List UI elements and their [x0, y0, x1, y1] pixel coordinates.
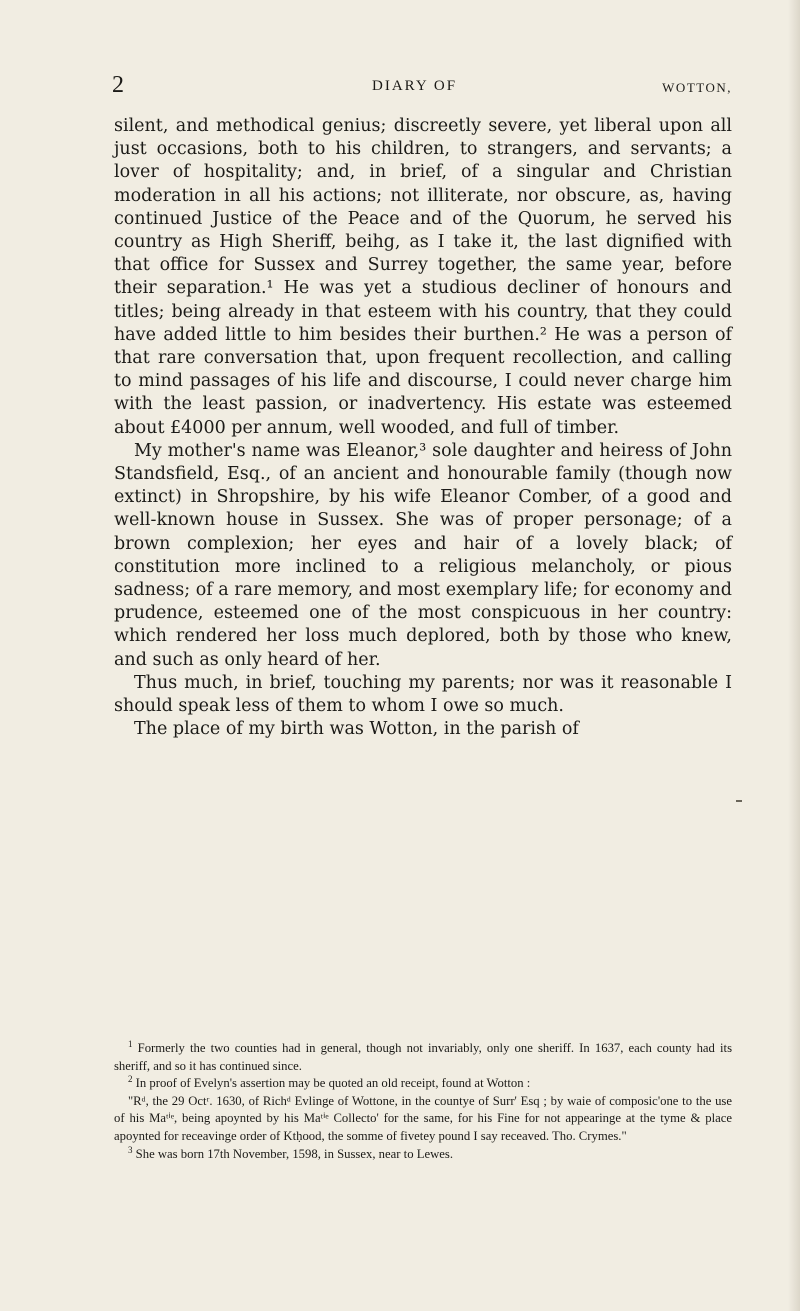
footnote-marker: 3: [128, 1144, 133, 1155]
running-title: DIARY OF: [372, 78, 458, 94]
page-edge-shadow: [788, 0, 800, 1311]
paragraph: My mother's name was Eleanor,³ sole daughter and heiress of John Standsfield, Esq., of an ancient and honourable family (though now extinct) in Shropshire, by his wife Eleanor Comber, of a good and well-known house in Sussex. She was of proper personage; of a brown complexion; her eyes and hair of a lovely black; of constitution more inclined to a religious melancholy, or pious sadness; of a rare memory, and most exemplary life; for economy and prudence, esteemed one of the most conspicuous in her country: which rendered her loss much deplored, both by those who knew, and such as only heard of her.: [114, 440, 732, 670]
page-number: 2: [112, 72, 124, 98]
footnote-marker: 2: [128, 1073, 133, 1084]
footnote-quotation: [114, 1093, 732, 1146]
running-title-right: WOTTON,: [662, 80, 732, 95]
paragraph: The place of my birth was Wotton, in the parish of: [134, 719, 579, 740]
footnote-marker: 1: [128, 1038, 133, 1049]
paragraph: silent, and methodical genius; discreetly severe, yet liberal upon all just occasions, both to his children, to strangers, and servants; a lover of hospitality; and, in brief, of a singular and Christian moderation in all his actions; not illiterate, nor obscure, as, having continued Justice of the Peace and of the Quorum, he served his country as High Sheriff, beihg, as I take it, the last dignified with that office for Sussex and Surrey together, the same year, before their separation.¹ He was yet a studious decliner of honours and titles; being already in that esteem with his country, that they could have added little to him besides their burthen.² He was a person of that rare conversation that, upon frequent recollection, and calling to mind passages of his life and discourse, I could never charge him with the least passion, or inadvertency. His estate was esteemed about £4000 per annum, well wooded, and full of timber.: [114, 116, 732, 438]
footnotes: [114, 1040, 732, 1163]
footnote: [114, 1040, 732, 1075]
page-header: [112, 72, 732, 102]
footnote-text: She was born 17th November, 1598, in Sussex, near to Lewes.: [135, 1146, 454, 1161]
margin-mark: [736, 800, 742, 802]
footnote-text: Formerly the two counties had in general, though not invariably, only one sheriff. In 1637, each county had its sheriff, and so it has continued since.: [114, 1041, 733, 1073]
footnote-text: "Rᵈ, the 29 Octʳ. 1630, of Richᵈ Evlinge of Wottone, in the countye of Surr' Esq ; by waie of composic'one to the use of his Maᵗⁱᵉ, being apoynted by his Maᵗⁱᵉ Collecto' for the same, for his Fine for not appearinge at the tyme & place apoynted for receavinge order of Ktḥood, the somme of fivetey pound I say receaved. Tho. Crymes.": [114, 1093, 732, 1143]
main-text: [114, 115, 732, 741]
footnote: [114, 1146, 732, 1164]
paragraph: Thus much, in brief, touching my parents; nor was it reasonable I should speak less of them to whom I owe so much.: [114, 672, 732, 717]
footnote: [114, 1075, 732, 1093]
footnote-text: In proof of Evelyn's assertion may be quoted an old receipt, found at Wotton :: [135, 1076, 531, 1091]
